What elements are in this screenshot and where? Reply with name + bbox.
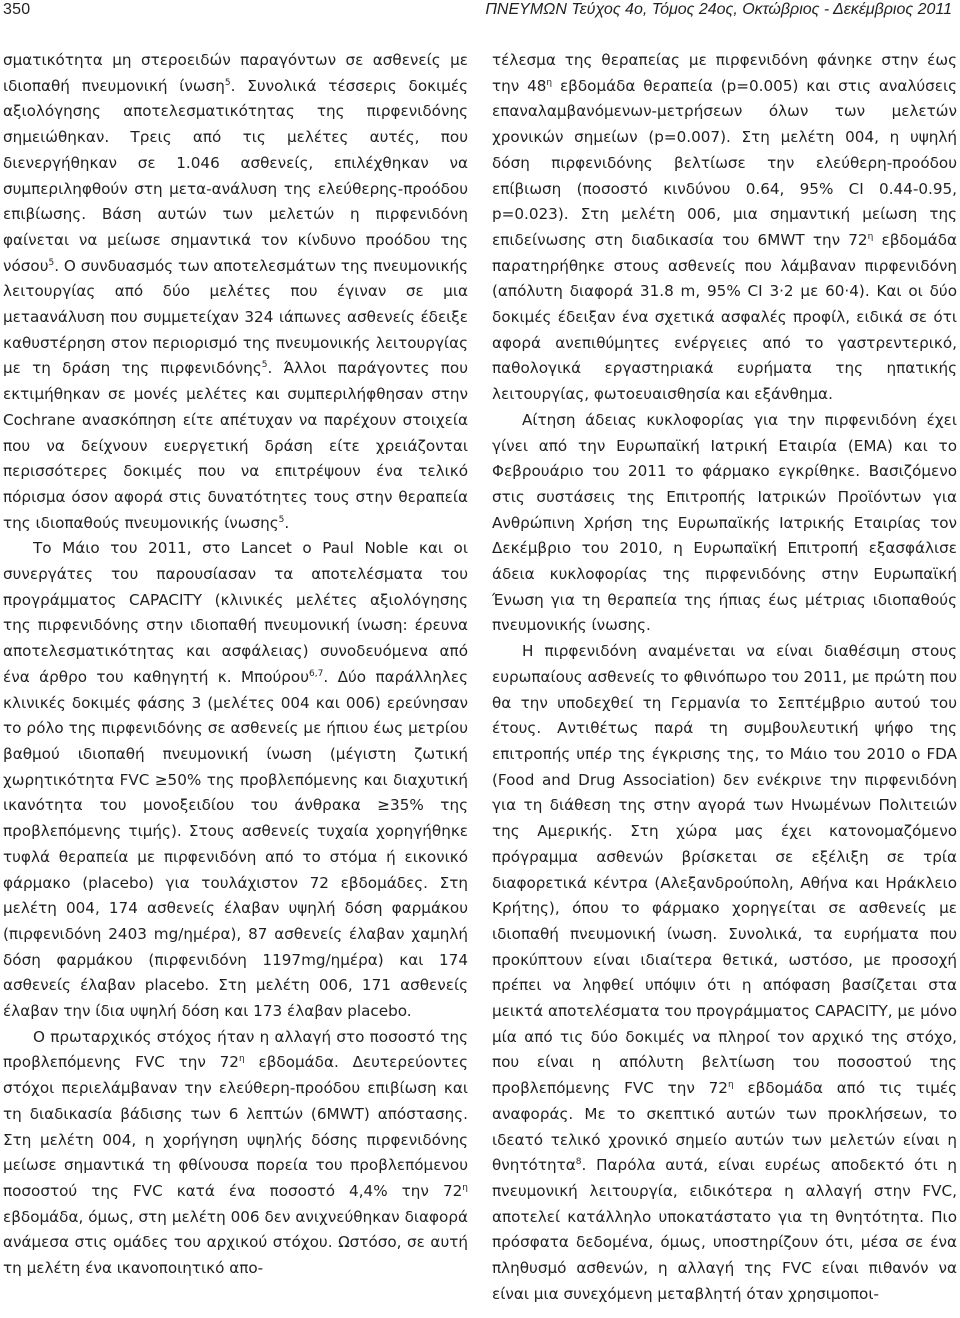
citation-superscript: 5 [278, 514, 285, 525]
text-run: εβδομάδα από τις τιμές αναφοράς. Με το σκεπτικό αυτών των προκλήσεων, το ιδεατό τελικό χρονικό σημείο αυτών των μελετών είναι η θνητότητα [492, 1079, 957, 1175]
text-run: . Δύο παράλληλες κλινικές δοκιμές φάσης 3 (μελέτες 004 και 006) ερεύνησαν το ρόλο της πιρφενιδόνης σε ασθενείς με ήπιου έως μετρίου βαθμού ιδιοπαθή πνευμονική ίνωση (μέγιστη ζωτική χωρητικότητα FVC ≥50% της προβλεπόμενης και διαχυτική ικανότητα του μονοξειδίου του άνθρακα ≥35% της προβλεπόμενης τιμής). Στους ασθενείς τυχαία χορηγήθηκε τυφλά θεραπεία με πιρφενιδόνη από το στόμα ή εικονικό φάρμακο (placebo) για τουλάχιστον 72 εβδομάδες. Στη μελέτη 004, 174 ασθενείς έλαβαν υψηλή δόση φαρμάκου (πιρφενιδόνη 2403 mg/ημέρα), 87 ασθενείς έλαβαν χαμηλή δόση φαρμάκου (πιρφενιδόνη 1197mg/ημέρα) και 174 ασθενείς έλαβαν placebo. Στη μελέτη 006, 171 ασθενείς έλαβαν την ίδια υψηλή δόση και 173 έλαβαν placebo. [3, 667, 468, 1021]
text-run: . Ο συνδυασμός των αποτελεσμάτων της πνευμονικής λειτουργίας από δύο μελέτες που έγιναν σε μια μετaανάλυση που συμμετείχαν 324 ιάπωνες ασθενείς έδειξε καθυστέρηση στον περιορισμό της πνευμονικής λειτουργίας με τη δράση της πιρφενιδόνης [3, 256, 468, 378]
right-paragraph-1 [492, 48, 957, 408]
text-run: Ο πρωταρχικός στόχος ήταν η αλλαγή στο ποσοστό της προβλεπόμενης FVC την 72 [3, 1027, 468, 1072]
ordinal-superscript: η [546, 77, 553, 88]
left-paragraph-3 [3, 1025, 468, 1282]
text-run: . Συνολικά τέσσερις δοκιμές αξιολόγησης αποτελεσματικότητας της πιρφενιδόνης σημειώθηκαν. Τρεις από τις μελέτες αυτές, που διενεργήθηκαν σε 1.046 ασθενείς, επιλέχθηκαν να συμπεριληφθούν στη μετα-ανάλυση της ελεύθερης-προόδου επιβίωσης. Βάση αυτών των μελετών η πιρφενιδόνη φαίνεται να μείωσε σημαντικά τον κίνδυνο προόδου της νόσου [3, 76, 468, 275]
text-run: τέλεσμα της θεραπείας με πιρφενιδόνη φάνηκε στην έως την 48 [492, 51, 957, 95]
journal-running-header: ΠΝΕΥΜΩΝ Τεύχος 4ο, Τόμος 24ος, Οκτώβριος - Δεκέμβριος 2011 [485, 1, 952, 18]
text-run: . Άλλοι παράγοντες που εκτιμήθηκαν σε μονές μελέτες και συμπεριλήφθησαν στην Cochrane ανασκόπηση είτε απέτυχαν να παρέχουν στοιχεία που να δείχνουν ευεργετική δράση είτε χρειάζονται περισσότερες δοκιμές που να επιτρέψουν ένα τελικό πόρισμα όσον αφορά στις δυνατότητες τους στην θεραπεία της ιδιοπαθούς πνευμονικής ίνωσης [3, 359, 469, 532]
right-column [492, 48, 957, 1307]
text-run: Αίτηση άδειας κυκλοφορίας για την πιρφενιδόνη έχει γίνει από την Ευρωπαϊκή Ιατρική Εταιρία (ΕΜΑ) και το Φεβρουάριο του 2011 το φάρμακο εγκρίθηκε. Βασιζόμενο στις συστάσεις της Επιτροπής Ιατρικών Προϊόντων για Ανθρώπινη Χρήση της Ευρωπαϊκής Ιατρικής Εταιρίας τον Δεκέμβριο του 2010, η Ευρωπαϊκή Επιτροπή εξασφάλισε άδεια κυκλοφορίας της πιρφενιδόνης στην Ευρωπαϊκή Ένωση για τη θεραπεία της ήπιας έως μέτριας ιδιοπαθούς πνευμονικής ίνωσης. [492, 410, 957, 635]
text-run: εβδομάδα. Δευτερεύοντες στόχοι περιελάμβαναν την ελεύθερη-προόδου επιβίωση και τη διαδικασία βάδισης των 6 λεπτών (6MWT) απόστασης. Στη μελέτη 004, η χορήγηση υψηλής δόσης πιρφενιδόνης μείωσε σημαντικά τη φθίνουσα πορεία του προβλεπόμενου ποσοστού της FVC κατά ένα ποσοστό 4,4% την 72 [3, 1053, 468, 1200]
text-run: Η πιρφενιδόνη αναμένεται να είναι διαθέσιμη στους ευρωπαίους ασθενείς το φθινόπωρο του 2011, με πρώτη που θα την υποδεχθεί τη Γερμανία το Σεπτέμβριο αυτού του έτους. Αντιθέτως παρά τη συμβουλευτική ψήφο της επιτροπής υπέρ της έγκρισης της, το Μάιο του 2010 ο FDA (Food and Drug Association) δεν ενέκρινε την πιρφενιδόνη για τη διάθεση της στην αγορά των Ηνωμένων Πολιτειών της Αμερικής. Στη χώρα μας έχει κατονομαζόμενο πρόγραμμα ασθενών βρίσκεται σε εξέλιξη σε τρία διαφορετικά κέντρα (Αλεξανδρούπολη, Αθήνα και Ηράκλειο Κρήτης), όπου το φάρμακο χορηγείται σε ασθενείς με ιδιοπαθή πνευμονική ίνωση. Συνολικά, τα ευρήματα που προκύπτουν είναι ιδιαίτερα θετικά, ωστόσο, με προσοχή πρέπει να ληφθεί υπόψιν ότι η απόφαση βασίζεται στα μεικτά αποτελέσματα του προγράμματος CAPACITY, με μόνο μία από τις δύο δοκιμές να πληροί τον αρχικό της στόχο, που είναι η απόλυτη βελτίωση του ποσοστού της προβλεπόμενης FVC την 72 [492, 642, 957, 1098]
ordinal-superscript: η [727, 1080, 734, 1091]
right-paragraph-3 [492, 639, 957, 1307]
citation-superscript: 6,7 [309, 668, 324, 679]
citation-superscript: 5 [224, 77, 231, 88]
text-run: . Παρόλα αυτά, είναι ευρέως αποδεκτό ότι η πνευμονική λειτουργία, ειδικότερα η αλλαγή στην FVC, αποτελεί κατάλληλο υποκατάστατο για τη θνητότητα. Πιο πρόσφατα δεδομένα, όμως, υποστηρίζουν ότι, μέσα σε ένα πληθυσμό ασθενών, η αλλαγή της FVC είναι πιθανόν να είναι μια συνεχόμενη μεταβλητή όταν χρησιμοποι- [492, 1156, 957, 1303]
text-run: εβδομάδα θεραπεία (p=0.005) και στις αναλύσεις επαναλαμβανόμενων-μετρήσεων όλων των μελετών χρονικών σημείων (p=0.007). Στη μελέτη 004, η υψηλή δόση πιρφενιδόνης βελτίωσε την ελεύθερη-προόδου επίβιωση (ποσοστό κινδύνου 0.64, 95% CI 0.44-0.95, p=0.023). Στη μελέτη 006, μια σημαντική μείωση της επιδείνωσης στη διαδικασία του 6MWT την 72 [492, 76, 957, 249]
ordinal-superscript: η [462, 1182, 468, 1193]
text-run: Το Μάιο του 2011, στο Lancet ο Paul Noble και οι συνεργάτες του παρουσίασαν τα αποτελέσματα του προγράμματος CAPACITY (κλινικές μελέτες αξιολόγησης της πιρφενιδόνης στην ιδιοπαθή πνευμονική ίνωση: έρευνα αποτελεσματικότητας και ασφάλειας) συνοδευόμενα από ένα άρθρο του καθηγητή κ. Μπούρου [3, 539, 468, 686]
text-run: . [284, 513, 290, 532]
citation-superscript: 8 [575, 1157, 582, 1168]
text-run: σματικότητα μη στεροειδών παραγόντων σε ασθενείς με ιδιοπαθή πνευμονική ίνωση [3, 51, 468, 95]
ordinal-superscript: η [867, 231, 874, 242]
citation-superscript: 5 [48, 257, 55, 268]
left-column [3, 48, 468, 1282]
text-run: εβδομάδα παρατηρήθηκε στους ασθενείς που λάμβαναν πιρφενιδόνη (απόλυτη διαφορά 31.8 m, 95% CI 3·2 με 60·4). Και οι δύο δοκιμές έδειξαν ένα σχετικά ασφαλές προφίλ, ειδικά σε ότι αφορά ανεπιθύμητες ενέργειες από το γαστρεντερικό, παθολογικά εργαστηριακά ευρήματα της ηπατικής λειτουργίας, φωτοευαισθησία και εξάνθημα. [492, 230, 957, 404]
page-number: 350 [3, 1, 31, 18]
left-paragraph-2 [3, 536, 468, 1024]
left-paragraph-1 [3, 48, 468, 536]
right-paragraph-2 [492, 408, 957, 639]
text-run: εβδομάδα, όμως, στη μελέτη 006 δεν ανιχνεύθηκαν διαφορά ανάμεσα στις ομάδες του αρχικού στόχου. Ωστόσο, σε αυτή τη μελέτη ένα ικανοποιητικό απο- [3, 1207, 468, 1278]
citation-superscript: 5 [261, 360, 268, 371]
ordinal-superscript: η [238, 1054, 245, 1065]
